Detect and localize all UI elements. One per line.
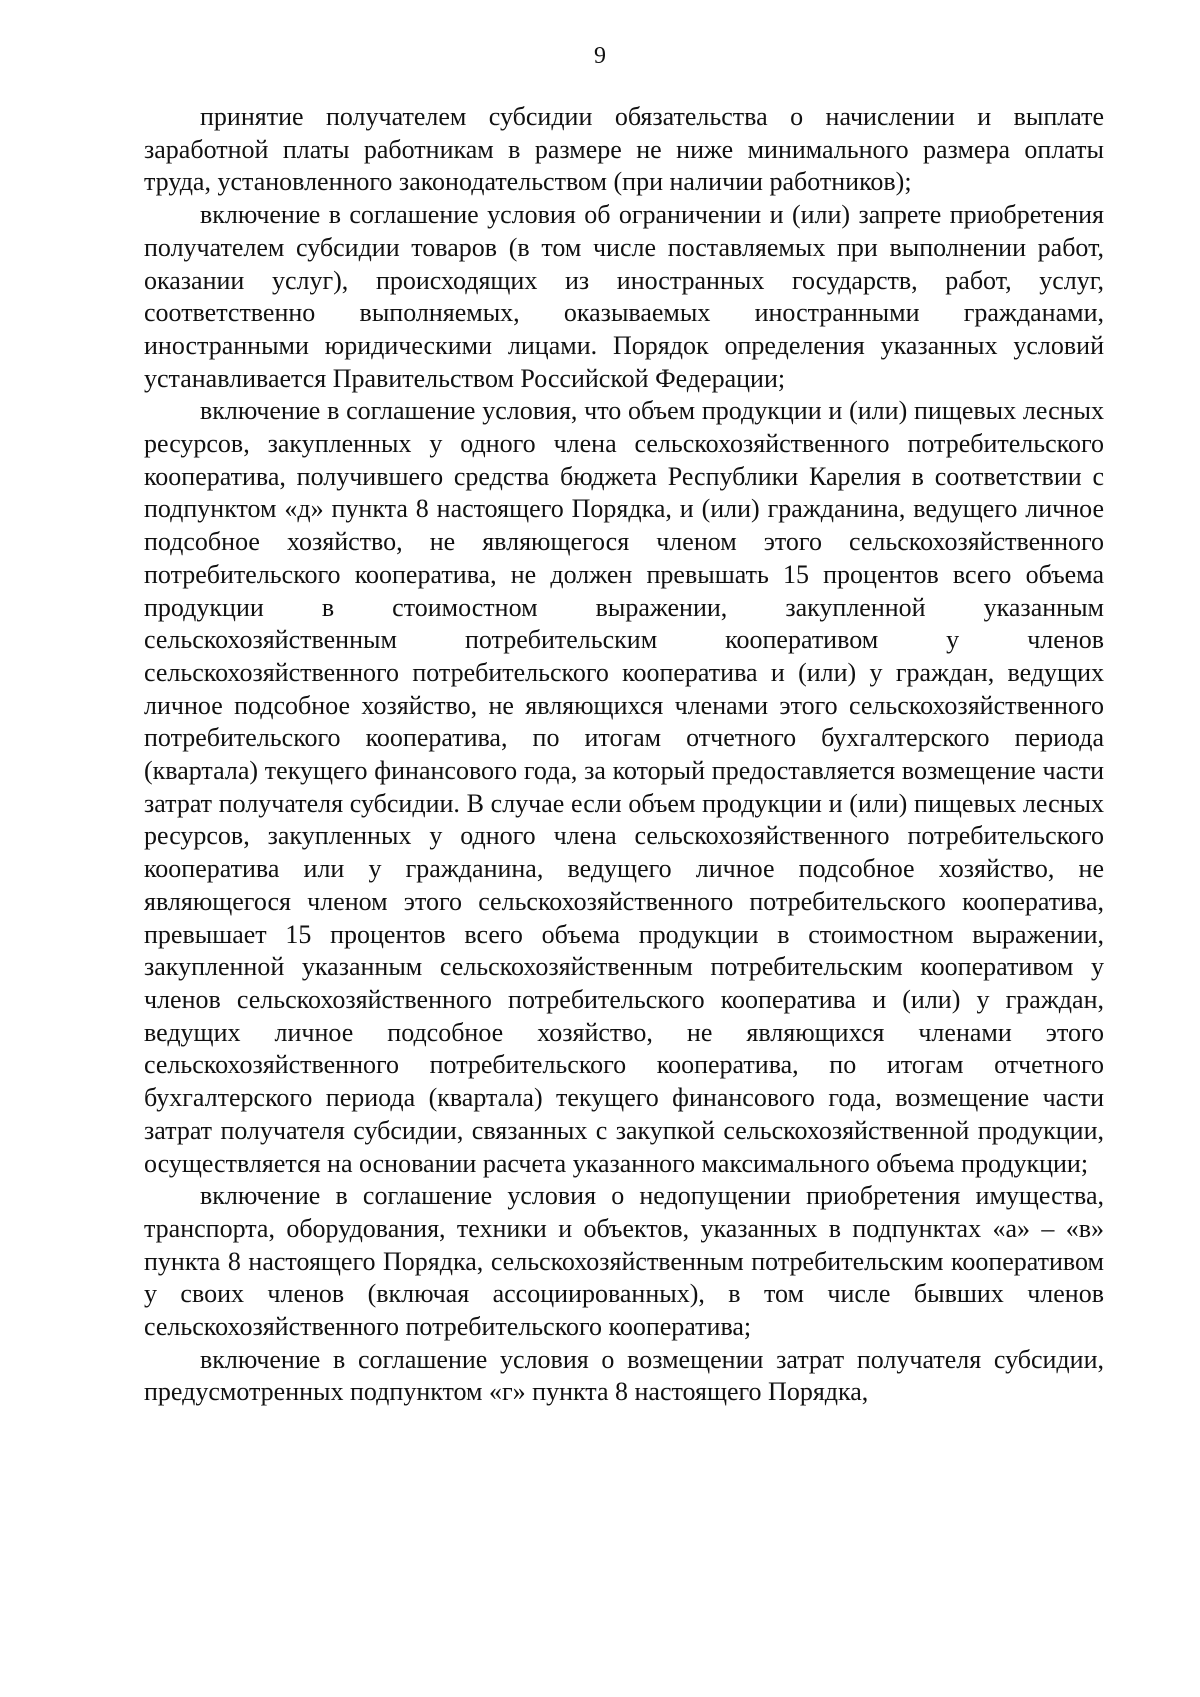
document-body — [144, 101, 1104, 1409]
paragraph-cost-reimbursement: включение в соглашение условия о возмещении затрат получателя субсидии, предусмотренных подпунктом «г» пункта 8 настоящего Порядка, — [144, 1344, 1104, 1407]
paragraph-minimum-wage: принятие получателем субсидии обязательства о начислении и выплате заработной платы работникам в размере не ниже минимального размера оплаты труда, установленного законодательством (при наличии работников); — [144, 102, 1104, 197]
page-number: 9 — [594, 43, 606, 69]
paragraph-property-acquisition-ban: включение в соглашение условия о недопущении приобретения имущества, транспорта, оборудования, техники и объектов, указанных в подпунктах «а» – «в» пункта 8 настоящего Порядка, сельскохозяйственным потребительским кооперативом у своих членов (включая ассоциированных), в том числе бывших членов сельскохозяйственного потребительского кооператива; — [144, 1181, 1104, 1342]
paragraph-purchase-volume-limit: включение в соглашение условия, что объем продукции и (или) пищевых лесных ресурсов, закупленных у одного члена сельскохозяйственного потребительского кооператива, получившего средства бюджета Республики Карелия в соответствии с подпунктом «д» пункта 8 настоящего Порядка, и (или) гражданина, ведущего личное подсобное хозяйство, не являющегося членом этого сельскохозяйственного потребительского кооператива, не должен превышать 15 процентов всего объема продукции в стоимостном выражении, закупленной указанным сельскохозяйственным потребительским кооперативом у членов сельскохозяйственного потребительского кооператива и (или) у граждан, ведущих личное подсобное хозяйство, не являющихся членами этого сельскохозяйственного потребительского кооператива, по итогам отчетного бухгалтерского периода (квартала) текущего финансового года, за который предоставляется возмещение части затрат получателя субсидии. В случае если объем продукции и (или) пищевых лесных ресурсов, закупленных у одного члена сельскохозяйственного потребительского кооператива или у гражданина, ведущего личное подсобное хозяйство, не являющегося членом этого сельскохозяйственного потребительского кооператива, превышает 15 процентов всего объема продукции в стоимостном выражении, закупленной указанным сельскохозяйственным потребительским кооперативом у членов сельскохозяйственного потребительского кооператива и (или) у граждан, ведущих личное подсобное хозяйство, не являющихся членами этого сельскохозяйственного потребительского кооператива, по итогам отчетного бухгалтерского периода (квартала) текущего финансового года, возмещение части затрат получателя субсидии, связанных с закупкой сельскохозяйственной продукции, осуществляется на основании расчета указанного максимального объема продукции; — [144, 396, 1104, 1178]
paragraph-foreign-goods-restriction: включение в соглашение условия об ограничении и (или) запрете приобретения получателем субсидии товаров (в том числе поставляемых при выполнении работ, оказании услуг), происходящих из иностранных государств, работ, услуг, соответственно выполняемых, оказываемых иностранными гражданами, иностранными юридическими лицами. Порядок определения указанных условий устанавливается Правительством Российской Федерации; — [144, 200, 1104, 393]
